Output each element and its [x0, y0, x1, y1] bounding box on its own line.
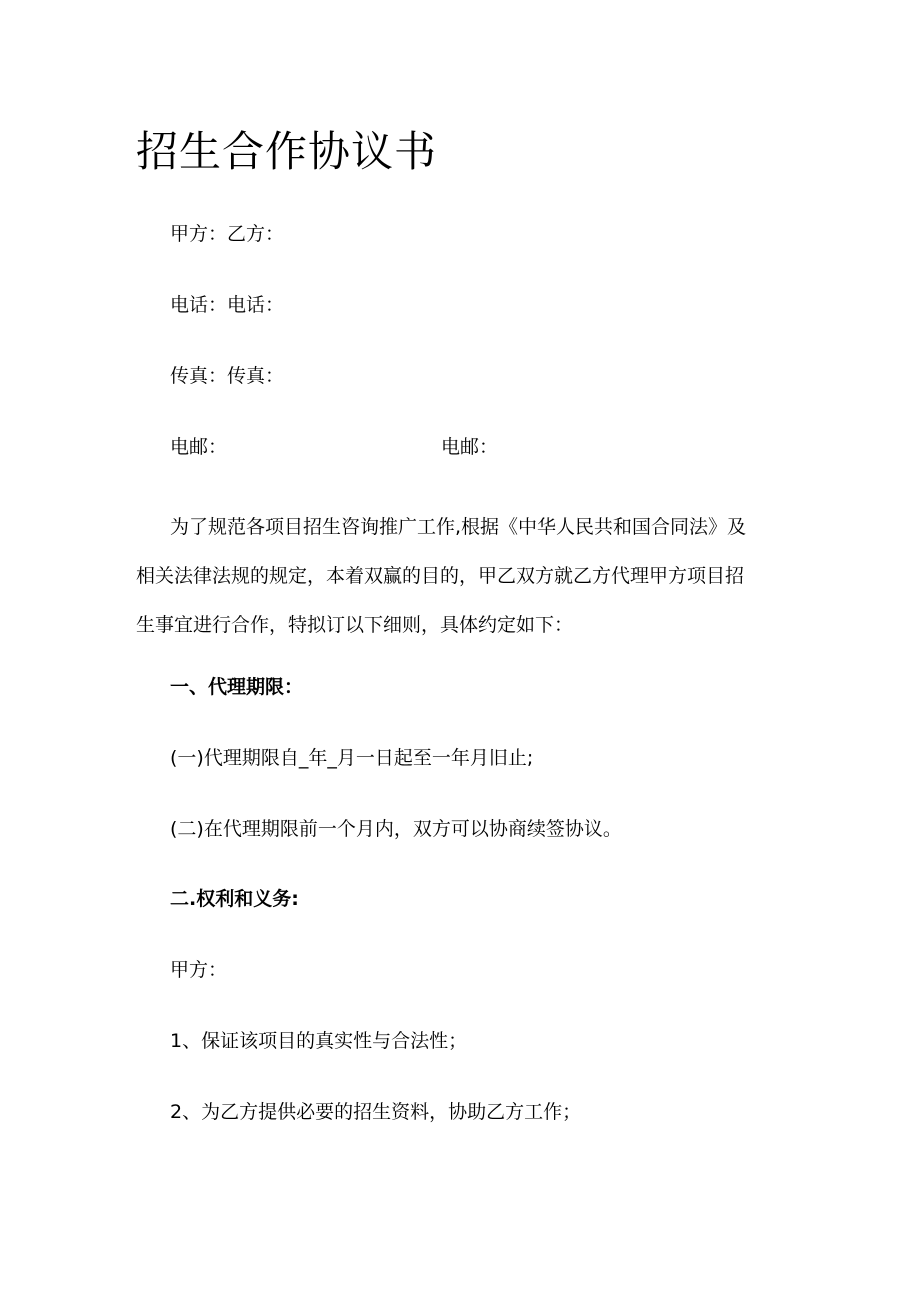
section2-heading: 二.权利和义务:: [170, 888, 299, 910]
section1-heading: 一、代理期限：: [170, 676, 304, 698]
section1-item-1: (一)代理期限自_年_月一日起至一年月旧止;: [170, 747, 534, 769]
party-a-label: 甲方：: [170, 959, 228, 981]
intro-line-3: 生事宜进行合作，特拟订以下细则，具体约定如下：: [136, 614, 574, 636]
party-a-duty-2: 2、为乙方提供必要的招生资料，协助乙方工作；: [170, 1101, 582, 1123]
phone-line: 电话：电话：: [170, 294, 285, 316]
document-title: 招生合作协议书: [136, 127, 438, 176]
intro-paragraph: [136, 503, 796, 650]
fax-line: 传真：传真：: [170, 365, 285, 387]
section1-item-2: (二)在代理期限前一个月内，双方可以协商续签协议。: [170, 818, 622, 840]
email-left-label: 电邮：: [170, 436, 228, 458]
party-line: 甲方：乙方：: [170, 223, 285, 245]
intro-line-2: 相关法律法规的规定，本着双赢的目的，甲乙双方就乙方代理甲方项目招: [136, 565, 745, 587]
email-right-label: 电邮：: [441, 436, 499, 458]
party-a-duty-1: 1、保证该项目的真实性与合法性；: [170, 1030, 468, 1052]
intro-line-1: 为了规范各项目招生咨询推广工作,根据《中华人民共和国合同法》及: [170, 516, 747, 538]
